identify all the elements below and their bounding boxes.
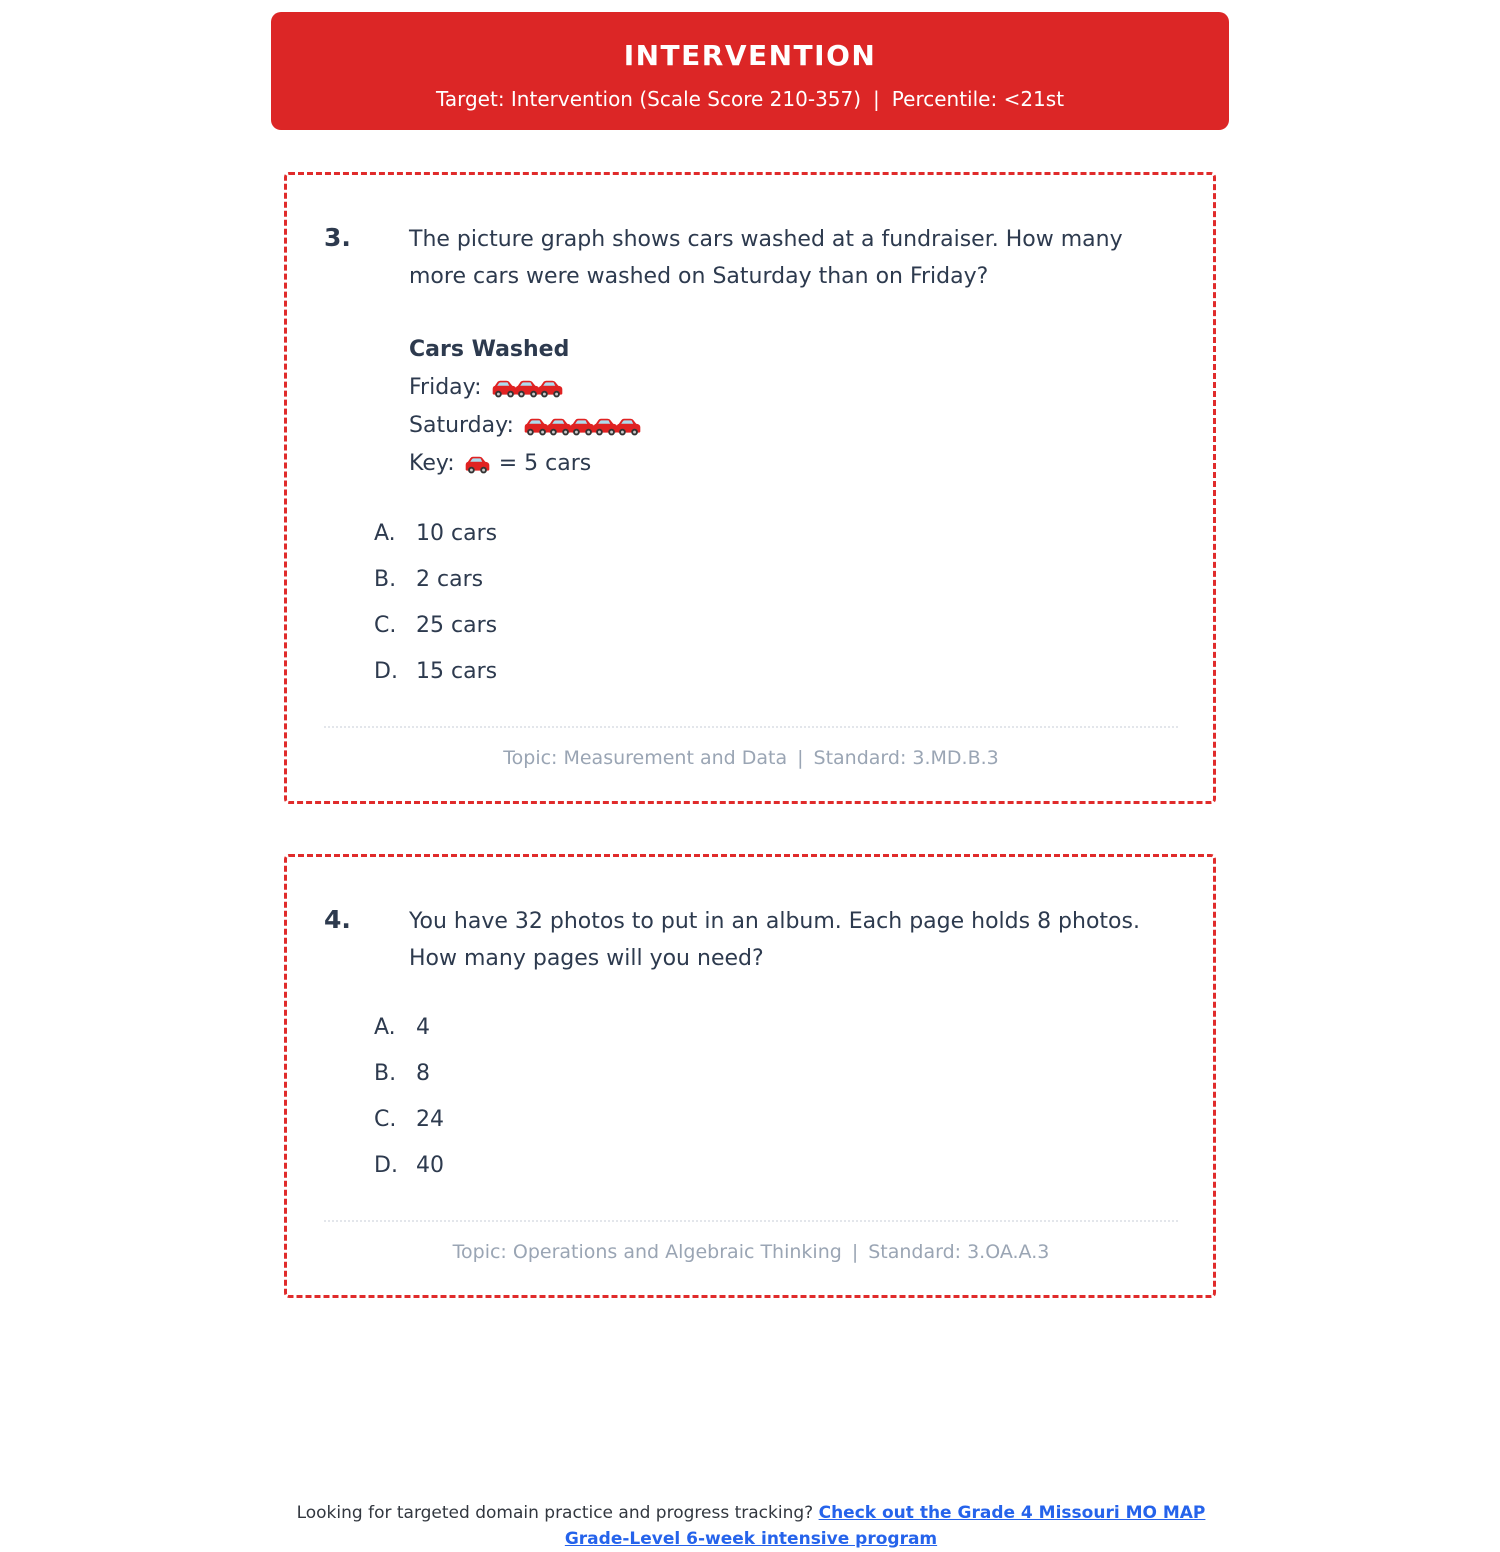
car-icon — [615, 417, 642, 436]
meta-standard: Standard: 3.OA.A.3 — [868, 1241, 1050, 1263]
question-3-row — [324, 221, 1178, 295]
choice-letter: C. — [374, 613, 397, 638]
choice-letter: B. — [374, 567, 397, 592]
question-3-number: 3. — [324, 223, 351, 252]
pictograph-key-value: = 5 cars — [498, 451, 592, 476]
choice-text: 40 — [416, 1153, 444, 1178]
page-footer — [271, 1500, 1231, 1552]
choice-c — [374, 1107, 1178, 1132]
question-4-meta — [324, 1241, 1178, 1263]
question-3-card — [284, 172, 1216, 804]
choice-text: 2 cars — [416, 567, 484, 592]
choice-text: 4 — [416, 1015, 430, 1040]
meta-separator: | — [851, 1241, 859, 1263]
choice-a — [374, 521, 1178, 546]
pictograph-row-saturday — [409, 407, 1178, 445]
car-icon — [537, 379, 564, 398]
question-3-choices — [374, 521, 1178, 684]
pictograph-row-label: Friday: — [409, 375, 482, 400]
choice-text: 10 cars — [416, 521, 498, 546]
choice-letter: D. — [374, 1153, 398, 1178]
pictograph-key-label: Key: — [409, 451, 455, 476]
choice-text: 15 cars — [416, 659, 498, 684]
choice-letter: A. — [374, 1015, 396, 1040]
choice-letter: D. — [374, 659, 398, 684]
saturday-car-icons — [523, 417, 642, 436]
footer-text: Looking for targeted domain practice and progress tracking? — [296, 1503, 814, 1523]
banner-subtitle — [271, 87, 1229, 111]
cars-washed-pictograph — [409, 331, 1178, 483]
choice-text: 8 — [416, 1061, 430, 1086]
choice-letter: A. — [374, 521, 396, 546]
meta-topic: Topic: Operations and Algebraic Thinking — [452, 1241, 842, 1263]
question-3-text: The picture graph shows cars washed at a fundraiser. How many more cars were washed on Saturday than on Friday? — [409, 227, 1123, 289]
friday-car-icons — [491, 379, 564, 398]
pictograph-row-label: Saturday: — [409, 413, 514, 438]
banner-separator: | — [873, 87, 880, 111]
question-4-choices — [374, 1015, 1178, 1178]
question-4-row — [324, 903, 1178, 977]
pictograph-row-friday — [409, 369, 1178, 407]
banner-title: INTERVENTION — [623, 39, 877, 72]
choice-letter: C. — [374, 1107, 397, 1132]
meta-topic: Topic: Measurement and Data — [503, 747, 788, 769]
choice-letter: B. — [374, 1061, 397, 1086]
choice-c — [374, 613, 1178, 638]
car-icon — [464, 455, 491, 474]
question-3-meta — [324, 747, 1178, 769]
banner-percentile-text: Percentile: <21st — [891, 87, 1065, 111]
pictograph-title: Cars Washed — [409, 337, 570, 362]
choice-b — [374, 567, 1178, 592]
meta-standard: Standard: 3.MD.B.3 — [813, 747, 999, 769]
choice-text: 24 — [416, 1107, 444, 1132]
worksheet-page — [271, 0, 1229, 1552]
pictograph-key-row — [409, 445, 1178, 483]
choice-d — [374, 1153, 1178, 1178]
choice-d — [374, 659, 1178, 684]
meta-divider — [324, 1220, 1178, 1222]
banner-target-text: Target: Intervention (Scale Score 210-357) — [435, 87, 862, 111]
choice-a — [374, 1015, 1178, 1040]
key-car-icon — [464, 455, 491, 474]
meta-divider — [324, 726, 1178, 728]
question-4-card — [284, 854, 1216, 1298]
footer-program-link[interactable]: Check out the Grade 4 Missouri MO MAP Grade-Level 6-week intensive program — [564, 1503, 1206, 1549]
choice-text: 25 cars — [416, 613, 498, 638]
choice-b — [374, 1061, 1178, 1086]
intervention-banner — [271, 12, 1229, 130]
question-4-number: 4. — [324, 905, 351, 934]
question-4-text: You have 32 photos to put in an album. Each page holds 8 photos. How many pages will you need? — [409, 909, 1140, 971]
meta-separator: | — [797, 747, 804, 769]
